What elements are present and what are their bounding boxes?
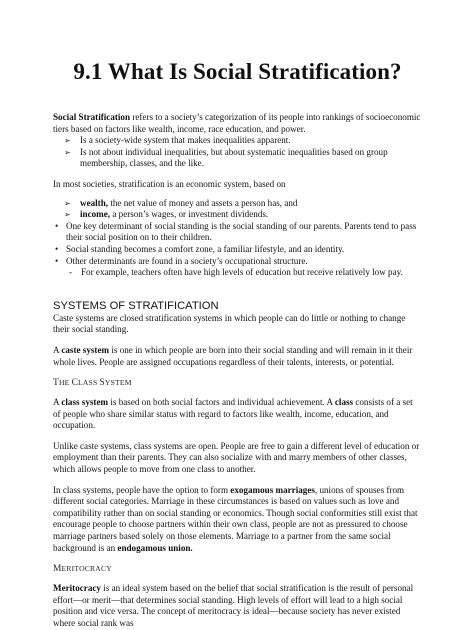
list-item: - For example, teachers often have high levels of education but receive relatively low pay. xyxy=(69,267,403,278)
arrow-bullet-icon: ➢ xyxy=(64,136,71,146)
bullet-icon: • xyxy=(55,255,59,266)
term-caste-system: caste system xyxy=(61,344,110,355)
caste-paragraph: A caste system is one in which people are born into their social standing and will remain in it their whole lives. People are assigned occupations regardless of their talents, interests, or potential. xyxy=(53,344,413,367)
meritocracy-paragraph: Meritocracy is an ideal system based on the belief that social stratification is the result of personal effort—or merit—that determines social standing. High levels of effort will lead to a high social position and vice versa. The concept of meritocracy is ideal—because society has never existed where social rank was xyxy=(53,583,414,628)
section-heading-meritocracy: MERITOCRACY xyxy=(53,564,112,575)
dash-bullet-icon: - xyxy=(69,267,73,278)
class-paragraph-1: A class system is based on both social factors and individual achievement. A class consists of a set of people who share similar status with regard to factors like wealth, income, education, and occupation. xyxy=(53,397,413,431)
systems-intro: Caste systems are closed stratification systems in which people can do little or nothing to change their social standing. xyxy=(53,312,406,335)
list-item: • Other determinants are found in a society’s occupational structure. xyxy=(55,255,308,266)
list-item: • Social standing becomes a comfort zone, a familiar lifestyle, and an identity. xyxy=(55,243,345,254)
term-exogamous-marriages: exogamous marriages xyxy=(230,484,315,495)
section-heading-class-system: THE CLASS SYSTEM xyxy=(53,378,132,389)
bullet-icon: • xyxy=(55,243,59,254)
list-item: • One key determinant of social standing is the social standing of our parents. Parents tend to pass their social position on to their children. xyxy=(55,220,417,243)
arrow-bullet-icon: ➢ xyxy=(64,147,71,157)
section-heading-systems: SYSTEMS OF STRATIFICATION xyxy=(53,299,219,312)
class-paragraph-3: In class systems, people have the option to form exogamous marriages, unions of spouses from different social categories. Marriage in these circumstances is based on values such as love and compatibility rather than on social standing or economics. Though social conformities still exist that encourage people to choose partners within their own class, people are not as pressured to choose marriage partners based solely on those elements. Marriage to a partner from the same social background is an endogamous union. xyxy=(53,484,418,553)
bullet-icon: • xyxy=(55,220,59,231)
economic-points-list xyxy=(53,198,422,221)
term-class-system: class system xyxy=(61,397,109,408)
list-item: ➢ income, a person’s wages, or investment dividends. xyxy=(64,209,269,220)
economic-intro: In most societies, stratification is an economic system, based on xyxy=(53,178,286,189)
term-class: class xyxy=(334,397,354,408)
class-paragraph-2: Unlike caste systems, class systems are open. People are free to gain a different level of education or employment than their parents. They can also socialize with and marry members of other classes, which allows people to move from one class to another. xyxy=(53,440,420,475)
term-endogamous-union: endogamous union. xyxy=(117,542,193,553)
list-item: ➢ wealth, the net value of money and assets a person has, and xyxy=(64,197,298,208)
list-item: ➢ Is a society-wide system that makes inequalities apparent. xyxy=(64,135,291,146)
arrow-bullet-icon: ➢ xyxy=(64,210,71,220)
list-item: ➢ Is not about individual inequalities, but about systematic inequalities based on group membership, classes, and the like. xyxy=(64,146,388,169)
page-title: 9.1 What Is Social Stratification? xyxy=(73,59,402,84)
intro-paragraph: Social Stratification refers to a society’s categorization of its people into rankings of socioeconomic tiers based on factors like wealth, income, race education, and power. xyxy=(53,112,421,134)
term-meritocracy: Meritocracy xyxy=(53,583,101,594)
determinants-list xyxy=(53,221,422,279)
arrow-bullet-icon: ➢ xyxy=(64,198,71,208)
term-social-stratification: Social Stratification xyxy=(53,112,131,122)
intro-points-list xyxy=(53,135,422,170)
